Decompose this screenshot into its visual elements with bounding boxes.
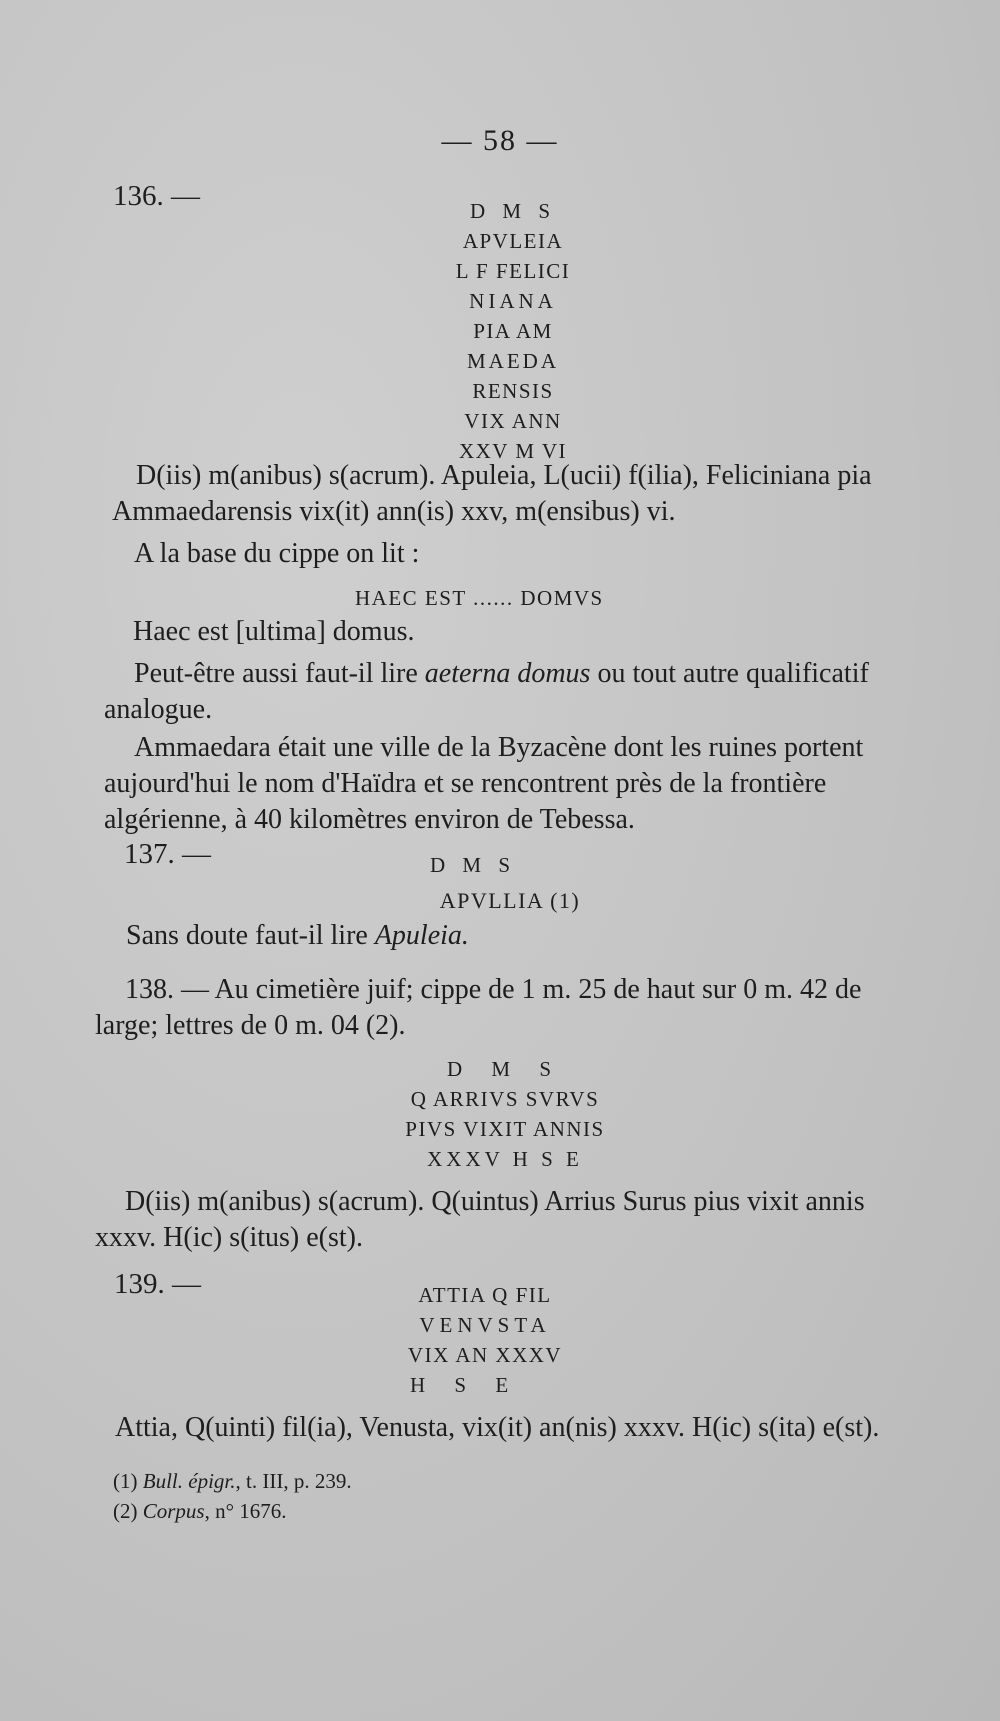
footnote-1: [113, 1466, 352, 1496]
inscription-line: NIANA: [469, 289, 557, 313]
inscription-line: VIX AN XXXV: [407, 1343, 563, 1367]
inscription-line: PIVS VIXIT ANNIS: [405, 1117, 605, 1141]
inscription-line: PIA AM: [473, 319, 553, 343]
footnote-mark: (2): [113, 1499, 138, 1523]
entry-137-comment: [126, 918, 469, 954]
entry-138-reading: D(iis) m(anibus) s(acrum). Q(uintus) Arrius Surus pius vixit annis xxxv. H(ic) s(itus) e(st).: [95, 1186, 865, 1253]
inscription-line: VIX ANN: [464, 409, 562, 433]
entry-138-intro: 138. — Au cimetière juif; cippe de 1 m. 25 de haut sur 0 m. 42 de large; lettres de 0 m. 04 (2).: [95, 974, 862, 1041]
footnote-mark: (1): [113, 1469, 138, 1493]
entry-136-base-inscription: HAEC EST ...... DOMVS: [355, 586, 604, 610]
inscription-line: MAEDA: [467, 349, 559, 373]
entry-137-number: 137. —: [124, 838, 211, 870]
entry-136-comment-1: [104, 656, 874, 728]
entry-139-reading: Attia, Q(uinti) fil(ia), Venusta, vix(it) an(nis) xxxv. H(ic) s(ita) e(st).: [115, 1412, 880, 1443]
inscription-line: APVLEIA: [462, 229, 564, 253]
entry-136-number: 136. —: [113, 180, 200, 212]
inscription-line: Q ARRIVS SVRVS: [410, 1087, 600, 1111]
entry-136-inscription: [388, 196, 638, 466]
inscription-line: L F FELICI: [455, 259, 571, 283]
entry-136-base-reading: Haec est [ultima] domus.: [133, 616, 415, 647]
inscription-line: D M S: [430, 853, 517, 877]
entry-136-base-intro: A la base du cippe on lit :: [134, 538, 420, 569]
inscription-line: XXXV H S E: [427, 1147, 583, 1171]
entry-139-number: 139. —: [114, 1268, 201, 1300]
entry-136-comment-2: Ammaedara était une ville de la Byzacène dont les ruines portent aujourd'hui le nom d'Haïdra et se rencontrent près de la frontière algérienne, à 40 kilomètres environ de Tebessa.: [104, 732, 864, 835]
entry-137-inscription: [410, 850, 610, 916]
comment-text: Sans doute faut-il lire: [126, 920, 375, 951]
inscription-line: D M S: [446, 1057, 564, 1081]
inscription-line: RENSIS: [472, 379, 554, 403]
footnote-text: , n° 1676.: [204, 1499, 287, 1523]
page-number: — 58 —: [441, 124, 559, 157]
comment-text: Peut-être aussi faut-il lire: [134, 658, 425, 689]
reading-text: D(iis) m(anibus) s(acrum). Apuleia, L(ucii) f(ilia), Feliciniana pia Ammaedarensis vix(it) ann(is) xxv, m(ensibus) vi.: [112, 460, 872, 527]
footnote-source: Corpus: [142, 1499, 205, 1523]
comment-text: ou tout autre qualificatif analogue.: [104, 658, 869, 725]
footnote-2: [113, 1496, 287, 1526]
inscription-line: ATTIA Q FIL: [418, 1283, 552, 1307]
inscription-line: VENVSTA: [419, 1313, 551, 1337]
inscription-line: XXV M VI: [458, 439, 568, 463]
inscription-line: D M S: [469, 199, 557, 223]
comment-italic: Apuleia.: [374, 920, 469, 951]
inscription-line: APVLLIA (1): [439, 888, 581, 913]
inscription-line: H S E: [410, 1373, 521, 1397]
entry-136-reading: [112, 458, 872, 530]
footnote-source: Bull. épigr.: [142, 1469, 236, 1493]
entry-139-inscription: [370, 1280, 600, 1400]
comment-italic: aeterna domus: [424, 658, 591, 689]
footnote-text: , t. III, p. 239.: [235, 1469, 352, 1493]
entry-138-inscription: [340, 1054, 670, 1174]
